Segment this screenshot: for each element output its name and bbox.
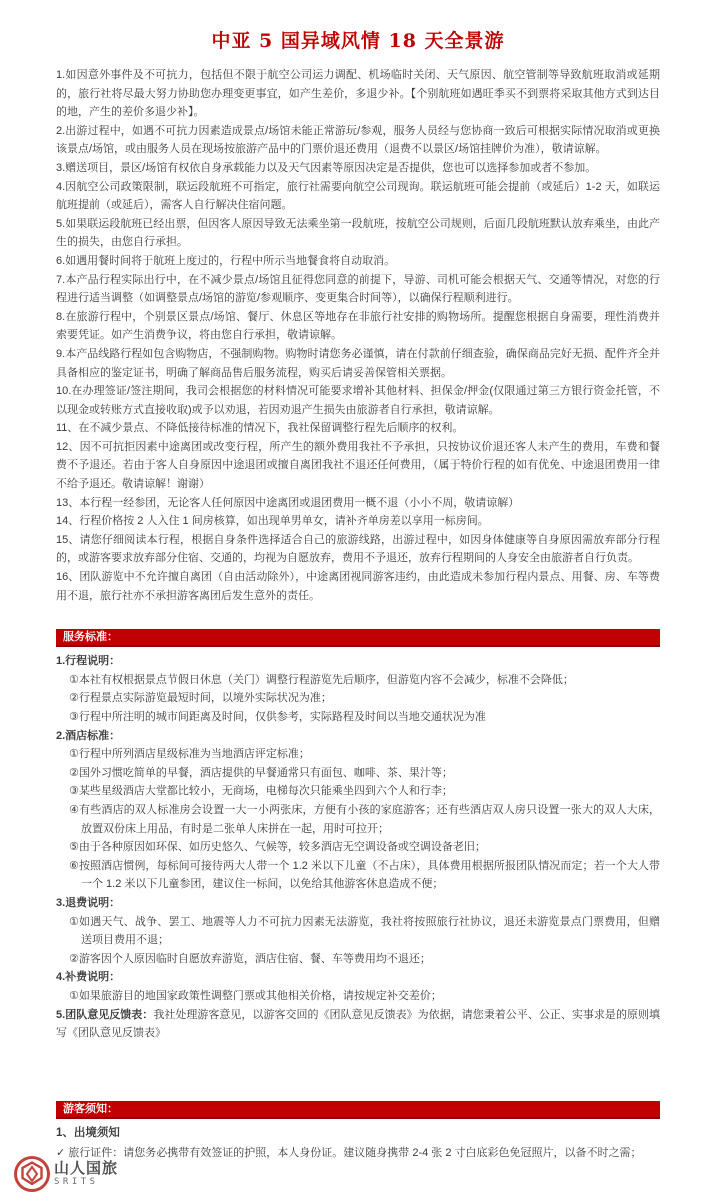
service-standards-body [56, 652, 660, 1042]
term-item-7: 7.本产品行程实际出行中，在不减少景点/场馆且征得您同意的前提下，导游、司机可能会根据天气、交通等情况，对您的行程进行适当调整（如调整景点/场馆的游览/参观顺序、变更集合时间等），以确保行程顺利进行。 [56, 273, 660, 305]
section-item: ③行程中所注明的城市间距离及时间，仅供参考，实际路程及时间以当地交通状况为准 [69, 711, 486, 723]
section-heading-itinerary: 1.行程说明： [56, 655, 121, 668]
company-logo-text [54, 1161, 118, 1187]
section-item: ④有些酒店的双人标准房会设置一大一小两张床，方便有小孩的家庭游客；还有些酒店双人房只设置一张大的双人大床，放置双份床上用品，有时是二张单人床拼在一起，用时可拉开； [69, 803, 660, 835]
term-item-5: 5.如果联运段航班已经出票，但因客人原因导致无法乘坐第一段航班，按航空公司规则，后面几段航班默认放弃乘坐，由此产生的损失，由您自行承担。 [56, 217, 660, 249]
term-item-4: 4.因航空公司政策限制，联运段航班不可指定，旅行社需要向航空公司现询。联运航班可能会提前（或延后）1-2 天，如联运航班提前（或延后），需客人自行解决住宿问题。 [56, 180, 660, 212]
section-item: ①如遇天气、战争、罢工、地震等人力不可抗力因素无法游览，我社将按照旅行社协议，退还未游览景点门票费用，但赠送项目费用不退； [69, 915, 660, 947]
page-title: 中亚 5 国异域风情 18 天全景游 [211, 30, 505, 52]
section-heading-surcharge: 4.补费说明： [56, 971, 121, 984]
section-item: ①本社有权根据景点节假日休息（关门）调整行程游览先后顺序，但游览内容不会减少，标准不会降低； [69, 673, 574, 686]
term-item-1: 1.如因意外事件及不可抗力，包括但不限于航空公司运力调配、机场临时关闭、天气原因、航空管制等导致航班取消或延期的，旅行社将尽最大努力协助您办理变更事宜，如产生差价，多退少补。【个别航班如遇旺季买不到票将采取其他方式到达目的地，产生的差价多退少补】。 [56, 69, 660, 119]
term-item-15: 15、请您仔细阅读本行程，根据自身条件选择适合自己的旅游线路，出游过程中，如因身体健康等自身原因需放弃部分行程的，或游客要求放弃部分住宿、交通的，均视为自愿放弃，费用不予退还，放弃行程期间的人身安全由旅游者自行负责。 [56, 533, 660, 565]
service-standards-banner: 服务标准： [56, 629, 660, 647]
section-item: ②游客因个人原因临时自愿放弃游览，酒店住宿、餐、车等费用均不退还； [69, 952, 431, 965]
company-name-en: SRITS [54, 1177, 99, 1187]
company-name-cn: 山人国旅 [54, 1159, 119, 1177]
feedback-label: 5.团队意见反馈表： [56, 1008, 154, 1021]
company-logo-icon [12, 1154, 52, 1194]
term-item-2: 2.出游过程中，如遇不可抗力因素造成景点/场馆未能正常游玩/参观，服务人员经与您协商一致后可根据实际情况取消或更换该景点/场馆，或由服务人员在现场按旅游产品中的门票价退还费用（退费不以景区/场馆挂牌价为准），敬请谅解。 [56, 124, 660, 156]
term-item-11: 11、在不减少景点、不降低接待标准的情况下，我社保留调整行程先后顺序的权利。 [56, 422, 464, 435]
section-heading-refund: 3.退费说明： [56, 896, 121, 909]
section-item: ①行程中所列酒店星级标准为当地酒店评定标准； [69, 748, 310, 761]
terms-list [56, 66, 660, 605]
term-item-12: 12、因不可抗拒因素中途离团或改变行程，所产生的额外费用我社不予承担，只按协议价退还客人未产生的费用，车费和餐费不予退还。若由于客人自身原因中途退团或擅自离团我社不退还任何费用，（属于特价行程的如有优免、中途退团费用一律不给予退还。敬请谅解！谢谢） [56, 440, 660, 491]
term-item-16: 16、团队游览中不允许擅自离团（自由活动除外），中途离团视同游客违约，由此造成未参加行程内景点、用餐、房、车等费用不退，旅行社亦不承担游客离团后发生意外的责任。 [56, 571, 660, 602]
section-item: ③某些星级酒店大堂都比较小，无商场，电梯每次只能乘坐四到六个人和行李； [69, 785, 453, 798]
term-item-3: 3.赠送项目，景区/场馆有权依自身承载能力以及天气因素等原因决定是否提供，您也可以选择参加或者不参加。 [56, 161, 597, 174]
section-item: ⑤由于各种原因如环保、如历史悠久、气候等，较多酒店无空调设备或空调设备老旧； [69, 841, 486, 854]
tourist-notice-body [56, 1124, 660, 1163]
term-item-10: 10.在办理签证/签注期间，我司会根据您的材料情况可能要求增补其他材料、担保金/押金(仅限通过第三方银行资金托管，不以现金或转账方式直接收取)或予以劝退，若因劝退产生损失由旅游者自行承担，敬请谅解。 [56, 385, 660, 416]
section-item: ②国外习惯吃简单的早餐，酒店提供的早餐通常只有面包、咖啡、茶、果汁等； [69, 766, 453, 779]
term-item-9: 9.本产品线路行程如包含购物店，不强制购物。购物时请您务必谨慎，请在付款前仔细查验，确保商品完好无损、配件齐全并具备相应的鉴定证书，明确了解商品售后服务流程，购买后请妥善保管相关票据。 [56, 347, 660, 379]
section-item: ①如果旅游目的地国家政策性调整门票或其他相关价格，请按规定补交差价； [69, 989, 442, 1002]
notice-item-travel-documents: ✓ 旅行证件：请您务必携带有效签证的护照，本人身份证。建议随身携带 2-4 张 2 寸白底彩色免冠照片，以备不时之需； [56, 1146, 642, 1159]
feedback-paragraph [56, 1006, 660, 1043]
term-item-6: 6.如遇用餐时间将于航班上度过的，行程中所示当地餐食将自动取消。 [56, 254, 396, 267]
section-item: ②行程景点实际游览最短时间，以境外实际状况为准； [69, 692, 332, 705]
notice-heading-departure: 1、出境须知 [56, 1126, 120, 1139]
feedback-text: 我社处理游客意见，以游客交回的《团队意见反馈表》为依据，请您秉着公平、公正、实事求是的原则填写《团队意见反馈表》 [56, 1008, 660, 1040]
term-item-13: 13、本行程一经参团，无论客人任何原因中途离团或退团费用一概不退（小小不周，敬请谅解） [56, 496, 520, 509]
tourist-notice-banner: 游客须知： [56, 1101, 660, 1119]
section-item: ⑥按照酒店惯例，每标间可接待两大人带一个 1.2 米以下儿童（不占床），具体费用根据所报团队情况而定；若一个大人带一个 1.2 米以下儿童参团，建议住一标间，以免给其他游客休息造成不便； [69, 859, 660, 891]
company-logo [12, 1154, 118, 1194]
term-item-8: 8.在旅游行程中，个别景区景点/场馆、餐厅、休息区等地存在非旅行社安排的购物场所。提醒您根据自身需要，理性消费并索要凭证。如产生消费争议，将由您自行承担，敬请谅解。 [56, 310, 660, 342]
section-heading-hotel: 2.酒店标准： [56, 729, 121, 742]
term-item-14: 14、行程价格按 2 人入住 1 间房核算，如出现单男单女，请补齐单房差以享用一标房间。 [56, 515, 489, 528]
